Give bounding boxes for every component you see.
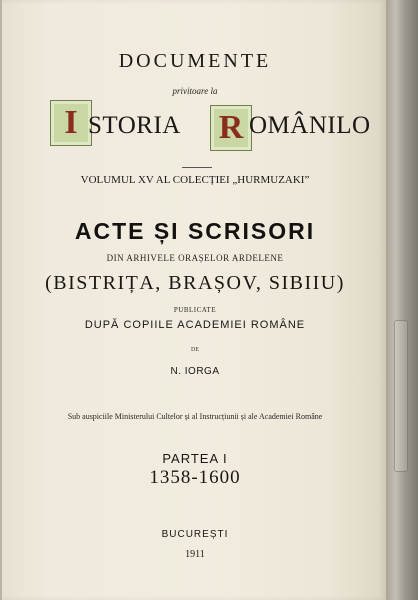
divider-rule (182, 167, 212, 168)
privitoare-text: privitoare la (172, 86, 218, 96)
initial-letter-i: I (64, 104, 78, 141)
volume-line: VOLUMUL XV AL COLECȚIEI „HURMUZAKI” (80, 174, 310, 186)
part-label: PARTEA I (162, 451, 228, 466)
spine-label (394, 320, 408, 472)
illuminated-initial-r (210, 105, 252, 151)
cities-line: (BISTRIȚA, BRAȘOV, SIBIIU) (45, 272, 345, 294)
auspices-line: Sub auspiciile Ministerului Cultelor și al Instrucțiunii și ale Academiei Române (67, 412, 323, 421)
author-name: N. IORGA (170, 366, 220, 377)
publicate-line: PUBLICATE (173, 306, 217, 314)
years-range: 1358-1600 (149, 467, 241, 488)
illuminated-initial-i (50, 100, 92, 146)
de-line: DE (191, 347, 199, 353)
dupa-line: DUPĂ COPIILE ACADEMIEI ROMÂNE (84, 319, 306, 331)
acte-heading: ACTE ȘI SCRISORI (74, 218, 316, 244)
main-title (50, 100, 371, 154)
publication-city: BUCUREȘTI (161, 529, 229, 540)
title-word-storia: STORIA (88, 112, 181, 139)
documente-heading: DOCUMENTE (118, 50, 272, 72)
title-word-romanilor: OMÂNILO (249, 112, 371, 139)
source-line: DIN ARHIVELE ORAȘELOR ARDELENE (106, 253, 284, 263)
publication-year: 1911 (185, 549, 205, 560)
initial-letter-r: R (218, 109, 244, 146)
title-page (2, 0, 386, 600)
book-spine (386, 0, 418, 600)
